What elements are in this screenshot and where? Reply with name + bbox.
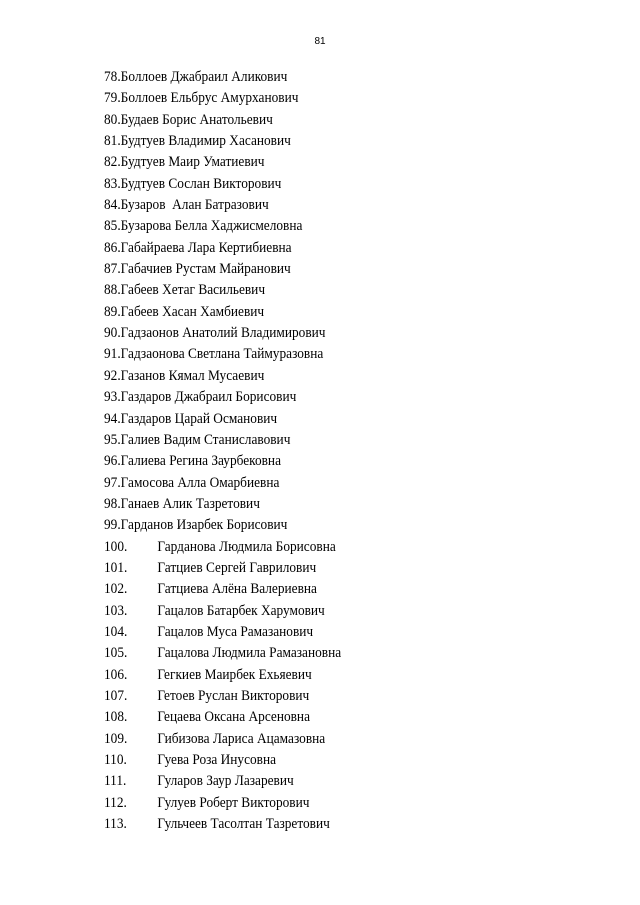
list-item: [104, 643, 564, 664]
list-item: [104, 558, 564, 579]
list-item: [104, 238, 564, 259]
person-name: Гуева Роза Инусовна: [157, 752, 277, 768]
list-item: [104, 259, 564, 280]
item-number: 110.: [104, 752, 127, 768]
person-name: Газдаров Джабраил Борисович: [120, 389, 297, 406]
item-number: 83.: [104, 175, 121, 192]
person-name: Галиева Регина Заурбековна: [120, 453, 281, 470]
item-number: 78.: [104, 69, 121, 85]
person-name: Гарданов Изарбек Борисович: [120, 517, 288, 534]
list-item: [104, 131, 564, 152]
list-item: [104, 110, 564, 131]
item-number: 102.: [104, 581, 128, 598]
list-item: [104, 67, 564, 88]
list-item: [104, 622, 564, 643]
list-item: [104, 195, 564, 216]
item-number: 80.: [104, 111, 121, 128]
item-number: 85.: [104, 218, 121, 235]
item-number: 88.: [104, 282, 121, 299]
list-item: [104, 430, 564, 451]
item-number: 105.: [104, 645, 128, 662]
list-item: [104, 665, 564, 686]
item-number: 112.: [104, 794, 127, 811]
person-name: Габачиев Рустам Майранович: [120, 261, 291, 278]
list-item: [104, 750, 564, 771]
list-item: [104, 473, 564, 494]
list-item: [104, 216, 564, 237]
item-number: 84.: [104, 197, 121, 214]
list-item: [104, 707, 564, 728]
item-number: 101.: [104, 559, 128, 576]
person-name: Гацалов Муса Рамазанович: [157, 623, 314, 640]
person-name: Ганаев Алик Тазретович: [120, 495, 260, 512]
person-name: Гацалова Людмила Рамазановна: [157, 645, 342, 662]
list-item: [104, 729, 564, 750]
item-number: 92.: [104, 367, 121, 384]
person-name: Гарданова Людмила Борисовна: [157, 538, 336, 555]
person-name: Газанов Кямал Мусаевич: [120, 367, 265, 384]
item-number: 109.: [104, 730, 128, 747]
list-item: [104, 344, 564, 365]
item-number: 100.: [104, 538, 128, 555]
list-item: [104, 323, 564, 344]
item-number: 87.: [104, 261, 121, 278]
item-number: 103.: [104, 602, 128, 619]
person-name: Гулуев Роберт Викторович: [157, 794, 310, 811]
page-number: 81: [314, 36, 326, 47]
person-name: Габеев Хетаг Васильевич: [120, 282, 266, 299]
item-number: 96.: [104, 453, 121, 470]
item-number: 81.: [104, 133, 121, 150]
person-name: Гетоев Руслан Викторович: [157, 687, 310, 704]
list-item: [104, 366, 564, 387]
person-name: Гибизова Лариса Ацамазовна: [157, 730, 326, 747]
list-item: [104, 387, 564, 408]
item-number: 111.: [104, 773, 127, 790]
item-number: 108.: [104, 709, 128, 726]
item-number: 104.: [104, 623, 128, 640]
person-name: Галиев Вадим Станиславович: [120, 431, 291, 448]
person-name: Гецаева Оксана Арсеновна: [157, 709, 311, 726]
person-name: Бузарова Белла Хаджисмеловна: [120, 218, 303, 235]
person-name: Гульчеев Тасолтан Тазретович: [157, 816, 330, 833]
list-item: [104, 579, 564, 600]
item-number: 97.: [104, 474, 121, 491]
person-name: Гатциев Сергей Гаврилович: [157, 559, 317, 576]
person-name: Гатциева Алёна Валериевна: [157, 581, 317, 598]
list-item: [104, 409, 564, 430]
item-number: 99.: [104, 517, 121, 534]
list-item: [104, 494, 564, 515]
item-number: 94.: [104, 410, 121, 427]
person-name: Газдаров Царай Османович: [120, 410, 278, 427]
list-item: [104, 537, 564, 558]
item-number: 95.: [104, 431, 121, 448]
person-name: Будаев Борис Анатольевич: [120, 111, 273, 128]
list-item: [104, 451, 564, 472]
item-number: 82.: [104, 154, 121, 171]
item-number: 107.: [104, 687, 128, 704]
name-list: [104, 67, 604, 835]
person-name: Гацалов Батарбек Харумович: [157, 602, 325, 619]
list-item: [104, 601, 564, 622]
item-number: 113.: [104, 816, 127, 833]
person-name: Боллоев Джабраил Аликович: [120, 69, 288, 85]
person-name: Гуларов Заур Лазаревич: [157, 773, 294, 790]
item-number: 79.: [104, 90, 121, 107]
list-item: [104, 814, 564, 835]
list-item: [104, 515, 564, 536]
list-item: [104, 152, 564, 173]
person-name: Гадзаонова Светлана Таймуразовна: [120, 346, 324, 363]
person-name: Будтуев Сослан Викторович: [120, 175, 282, 192]
item-number: 90.: [104, 325, 121, 342]
list-item: [104, 771, 564, 792]
person-name: Будтуев Маир Уматиевич: [120, 154, 265, 171]
list-item: [104, 302, 564, 323]
list-item: [104, 280, 564, 301]
person-name: Боллоев Ельбрус Амурханович: [120, 90, 299, 107]
person-name: Габеев Хасан Хамбиевич: [120, 303, 265, 320]
item-number: 89.: [104, 303, 121, 320]
person-name: Будтуев Владимир Хасанович: [120, 133, 291, 150]
list-item: [104, 793, 564, 814]
item-number: 86.: [104, 239, 121, 256]
person-name: Гегкиев Маирбек Ехьяевич: [157, 666, 312, 683]
person-name: Бузаров Алан Батразович: [120, 197, 269, 214]
list-item: [104, 174, 564, 195]
item-number: 98.: [104, 495, 121, 512]
item-number: 106.: [104, 666, 128, 683]
list-item: [104, 686, 564, 707]
item-number: 93.: [104, 389, 121, 406]
person-name: Габайраева Лара Кертибиевна: [120, 239, 292, 256]
person-name: Гадзаонов Анатолий Владимирович: [120, 325, 326, 342]
person-name: Гамосова Алла Омарбиевна: [120, 474, 280, 491]
list-item: [104, 88, 564, 109]
item-number: 91.: [104, 346, 121, 363]
